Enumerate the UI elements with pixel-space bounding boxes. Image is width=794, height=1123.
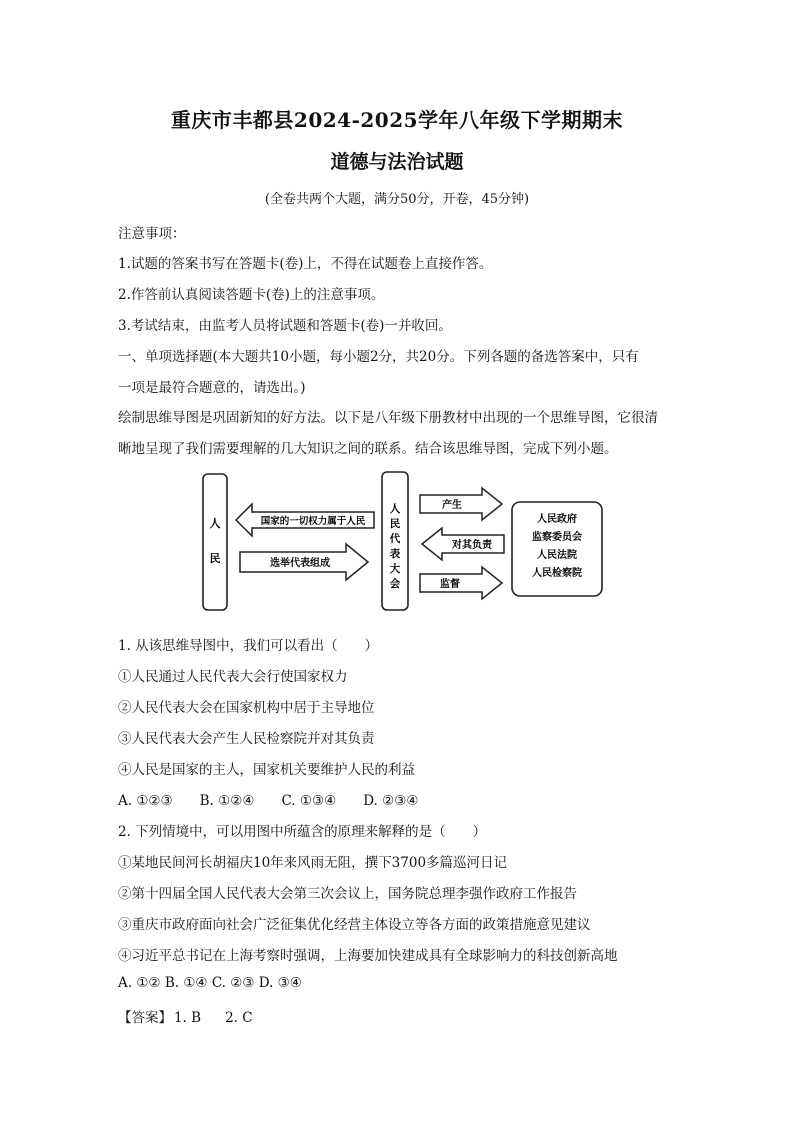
q1-statement-3: ③人民代表大会产生人民检察院并对其负责 [118,731,375,747]
q1-statement-2: ②人民代表大会在国家机构中居于主导地位 [118,700,375,716]
q2-statement-3: ③重庆市政府面向社会广泛征集优化经营主体设立等各方面的政策措施意见建议 [118,917,591,933]
section-intro-line1: 绘制思维导图是巩固新知的好方法。以下是八年级下册教材中出现的一个思维导图，它很清 [118,410,658,426]
arrow-responsible-label: 对其负责 [452,540,492,551]
arrow-supervise-label: 监督 [440,579,460,590]
section-intro-line2: 晰地呈现了我们需要理解的几大知识之间的联系。结合该思维导图，完成下列小题。 [118,441,618,457]
note-item-1: 1.试题的答案书写在答题卡(卷)上，不得在试题卷上直接作答。 [118,256,493,272]
npc-char-3: 代 [389,533,401,545]
note-item-2: 2.作答前认真阅读答题卡(卷)上的注意事项。 [118,287,385,303]
organ-government: 人民政府 [537,514,577,525]
q1-statement-4: ④人民是国家的主人，国家机关要维护人民的利益 [118,762,415,778]
q1-options: A. ①②③ B. ①②④ C. ①③④ D. ②③④ [118,793,419,809]
people-box-char-2: 民 [209,552,221,565]
organ-procuratorate: 人民检察院 [532,568,582,579]
q2-statement-2: ②第十四届全国人民代表大会第三次会议上，国务院总理李强作政府工作报告 [118,886,577,902]
npc-char-1: 人 [389,503,401,515]
q2-stem: 2. 下列情境中，可以用图中所蕴含的原理来解释的是（ ） [118,824,487,840]
npc-char-5: 大 [389,563,401,575]
npc-char-4: 表 [389,548,401,560]
note-item-3: 3.考试结束，由监考人员将试题和答题卡(卷)一并收回。 [118,318,452,334]
answer-1: 1. B [174,1010,202,1026]
q2-options: A. ①② B. ①④ C. ②③ D. ③④ [118,975,302,991]
arrow-produce-label: 产生 [442,500,462,511]
section-heading-line1: 一、单项选择题(本大题共10小题，每小题2分，共20分。下列各题的备选答案中，只有 [118,349,639,365]
organ-supervision-commission: 监察委员会 [532,532,582,543]
q2-statement-1: ①某地民间河长胡福庆10年来风雨无阻，撰下3700多篇巡河日记 [118,855,508,871]
people-box-char-1: 人 [209,517,221,530]
arrow-supervise [420,567,502,599]
arrow-power-label: 国家的一切权力属于人民 [260,516,366,527]
organ-court: 人民法院 [537,550,577,561]
q1-statement-1: ①人民通过人民代表大会行使国家权力 [118,669,348,685]
section-heading-line2: 一项是最符合题意的，请选出。) [118,380,306,396]
mind-map-diagram [200,468,620,616]
arrow-elect-label: 选举代表组成 [270,558,330,569]
exam-title: 重庆市丰都县2024-2025学年八年级下学期期末 [170,108,624,132]
npc-char-6: 会 [389,578,401,590]
exam-subtitle: (全卷共两个大题，满分50分，开卷，45分钟) [264,192,530,207]
q1-stem: 1. 从该思维导图中，我们可以看出（ ） [118,638,379,654]
npc-char-2: 民 [389,518,401,530]
exam-subject-title: 道德与法治试题 [330,151,464,173]
q2-statement-4: ④习近平总书记在上海考察时强调，上海要加快建成具有全球影响力的科技创新高地 [118,948,618,964]
people-box [203,474,227,610]
answer-line [118,1006,253,1026]
answer-2: 2. C [225,1010,253,1026]
notes-heading: 注意事项： [118,226,186,242]
answer-tag: 【答案】 [118,1010,172,1026]
